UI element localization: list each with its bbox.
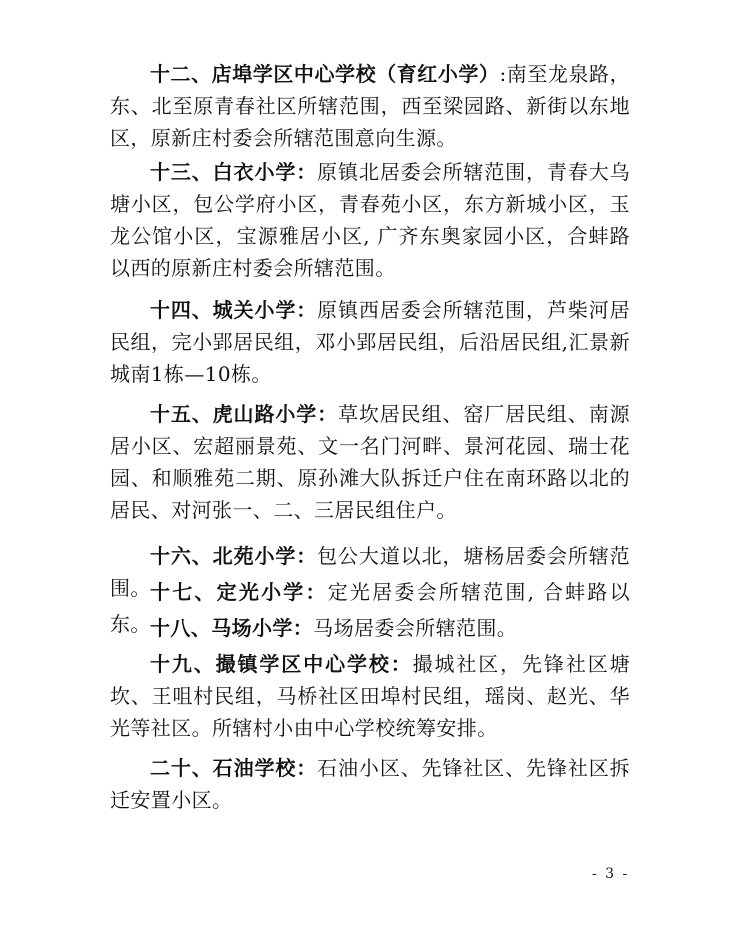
paragraph-heading: 二十、石油学校： [150,756,318,780]
paragraph-body: 草坎居民组、窑厂居民组、南源居小区、宏超丽景苑、文一名门河畔、景河花园、瑞士花园、和顺雅苑二期、原孙滩大队拆迁户住在南环路以北的居民、对河张一、二、三居民组住户。 [110,402,630,522]
page-number: - 3 - [592,866,630,882]
paragraph-body: 石油小区、先锋社区、先锋社区拆迁安置小区。 [110,756,631,812]
paragraph-heading: 十七、定光小学： [150,580,328,604]
paragraph-13 [110,156,630,284]
paragraph-heading: 十八、马场小学： [150,616,314,640]
paragraph-heading: 十五、虎山路小学： [150,402,339,426]
paragraph-15 [110,398,630,526]
paragraph-20 [110,752,630,816]
paragraph-heading: 十四、城关小学： [150,298,318,322]
paragraph-14 [110,294,630,390]
paragraph-heading: 十三、白衣小学： [150,160,318,184]
paragraph-heading: 十二、店埠学区中心学校（育红小学） [150,62,500,86]
paragraph-12 [110,58,630,154]
paragraph-body: 撮城社区，先锋社区塘坎、王咀村民组，马桥社区田埠村民组，瑶岗、赵光、华光等社区。所辖村小由中心学校统筹安排。 [110,652,630,740]
paragraph-body: 定光居委会所辖范围, 合蚌路以东。 [110,580,631,636]
paragraph-body: :南至龙泉路，东、北至原青春社区所辖范围，西至梁园路、新街以东地区，原新庄村委会所辖范围意向生源。 [110,62,630,150]
paragraph-19 [110,648,630,744]
paragraph-body: 马场居委会所辖范围。 [313,616,518,640]
paragraph-body: 包公大道以北，塘杨居委会所辖范围。 [110,544,631,600]
paragraph-heading: 十六、北苑小学： [150,544,318,568]
paragraph-heading: 十九、撮镇学区中心学校： [150,652,413,676]
paragraph-body: 原镇北居委会所辖范围，青春大乌塘小区，包公学府小区，青春苑小区，东方新城小区，玉龙公馆小区，宝源雅居小区, 广齐东奥家园小区，合蚌路以西的原新庄村委会所辖范围。 [110,160,631,280]
paragraph-body: 原镇西居委会所辖范围，芦柴河居民组，完小郢居民组，邓小郢居民组，后沿居民组,汇景新城南1栋—10栋。 [110,298,631,386]
paragraph-18 [110,612,630,644]
